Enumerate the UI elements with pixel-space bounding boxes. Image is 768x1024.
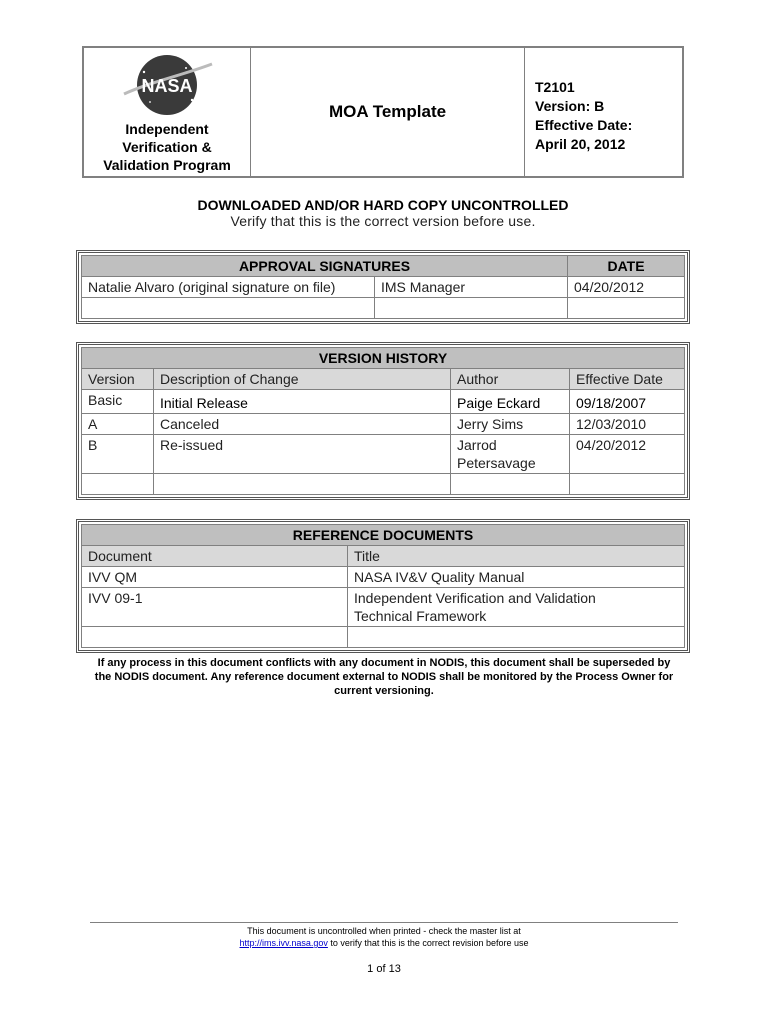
document-title: MOA Template (251, 48, 525, 176)
table-row (82, 627, 685, 648)
version-history-table (76, 342, 690, 500)
svg-text:NASA: NASA (141, 76, 193, 96)
footer-divider (90, 922, 678, 923)
nodis-policy-statement: If any process in this document conflicts with any document in NODIS, this document shall be superseded by the NODIS document. Any reference document external to NODIS shall be monitored by the Process Owner for current versioning. (94, 657, 674, 697)
table-row: A Canceled Jerry Sims 12/03/2010 (82, 414, 685, 435)
approval-signatures-table (76, 250, 690, 324)
notice-title: DOWNLOADED AND/OR HARD COPY UNCONTROLLED (197, 197, 569, 213)
table-row: IVV QM NASA IV&V Quality Manual (82, 567, 685, 588)
table-row: Basic Initial Release Paige Eckard 09/18/2007 (82, 390, 685, 414)
version-history-header: VERSION HISTORY (82, 348, 685, 369)
date-header: DATE (568, 256, 685, 277)
column-headers: Document Title (82, 546, 685, 567)
footer-line-2: http://ims.ivv.nasa.gov to verify that this is the correct revision before use (239, 938, 529, 948)
footer-line-1: This document is uncontrolled when printed - check the master list at (247, 926, 521, 936)
nasa-logo-icon (120, 54, 214, 116)
logo-cell (84, 48, 251, 176)
effective-date: April 20, 2012 (535, 136, 626, 152)
ims-link[interactable]: http://ims.ivv.nasa.gov (239, 938, 328, 948)
reference-documents-table (76, 519, 690, 653)
column-headers: Version Description of Change Author Effective Date (82, 369, 685, 390)
approval-date: 04/20/2012 (568, 277, 685, 298)
approval-header: APPROVAL SIGNATURES (82, 256, 568, 277)
program-name: Independent Verification & Validation Program (103, 121, 231, 173)
page-footer (90, 925, 678, 949)
reference-header: REFERENCE DOCUMENTS (82, 525, 685, 546)
document-meta (525, 48, 682, 176)
doc-version: Version: B (535, 98, 605, 114)
approver-name: Natalie Alvaro (original signature on file) (82, 277, 375, 298)
approver-role: IMS Manager (375, 277, 568, 298)
page-number: 1 of 13 (367, 963, 401, 975)
table-row: B Re-issued Jarrod Petersavage 04/20/2012 (82, 435, 685, 474)
uncontrolled-notice (82, 197, 684, 229)
table-row (82, 298, 685, 319)
table-row (82, 277, 685, 298)
document-header (82, 46, 684, 178)
table-row: IVV 09-1 Independent Verification and Validation Technical Framework (82, 588, 685, 627)
doc-number: T2101 (535, 79, 575, 95)
effective-date-label: Effective Date: (535, 117, 633, 133)
table-row (82, 474, 685, 495)
notice-subtitle: Verify that this is the correct version before use. (230, 213, 536, 229)
